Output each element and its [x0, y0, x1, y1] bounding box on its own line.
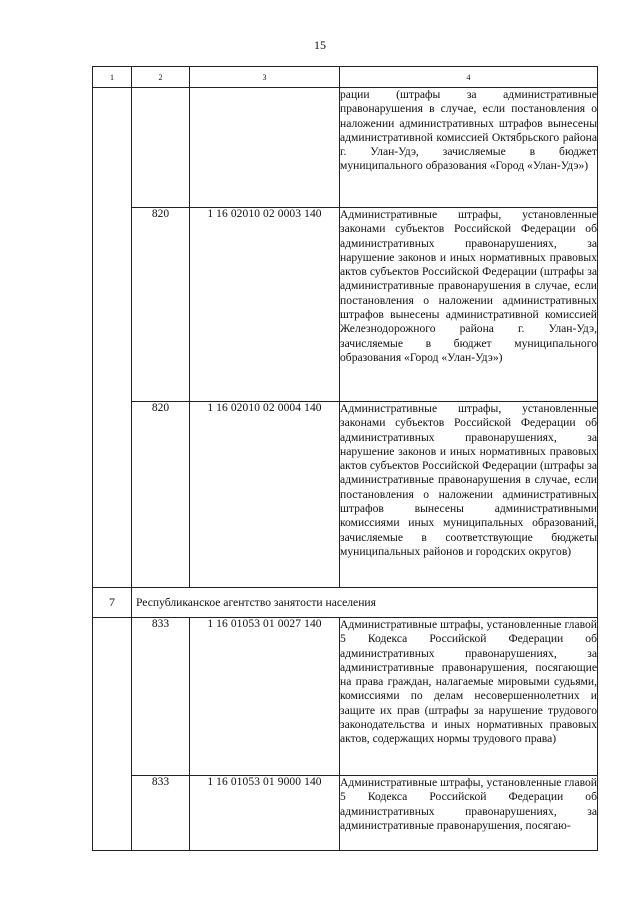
column-number-3: 3: [190, 67, 340, 88]
admin-code-cell: 820: [132, 402, 190, 588]
description-cell: рации (штрафы за административные правонарушения в случае, если постановления о наложении административных штрафов вынесены административной комиссией Октябрьского района г. Улан-Удэ, зачисляемые в бюджет муниципального образования «Город «Улан-Удэ»): [340, 88, 598, 208]
section-row: [93, 588, 598, 618]
description-cell: Административные штрафы, установленные главой 5 Кодекса Российской Федерации об административных правонарушениях, за административные правонарушения, посягающие на права граждан, налагаемые мировыми судьями, комиссиями по делам несовершеннолетних и защите их прав (штрафы за нарушение трудового законодательства и иных нормативных правовых актов, содержащих нормы трудового права): [340, 618, 598, 776]
description-cell: Административные штрафы, установленные законами субъектов Российской Федерации об административных правонарушениях, за нарушение законов и иных нормативных правовых актов субъектов Российской Федерации (штрафы за административные правонарушения в случае, если постановления о наложении административных штрафов вынесены административными комиссиями иных муниципальных образований, зачисляемые в соответствующие бюджеты муниципальных районов и городских округов): [340, 402, 598, 588]
column-number-4: 4: [340, 67, 598, 88]
section-number: 7: [93, 588, 132, 618]
table-row: [93, 402, 598, 588]
table-row: [93, 88, 598, 208]
revenue-codes-table: [92, 66, 598, 851]
section-number-cell-empty: [93, 88, 132, 588]
page-number: 15: [314, 38, 326, 52]
admin-code-cell: 833: [132, 776, 190, 851]
table-row: [93, 618, 598, 776]
table-row: [93, 776, 598, 851]
budget-code-cell: 1 16 02010 02 0003 140: [190, 208, 340, 402]
budget-code-cell: 1 16 02010 02 0004 140: [190, 402, 340, 588]
admin-code-cell: 820: [132, 208, 190, 402]
section-title: Республиканское агентство занятости населения: [132, 588, 598, 618]
column-number-1: 1: [93, 67, 132, 88]
budget-code-cell: 1 16 01053 01 9000 140: [190, 776, 340, 851]
table-header-row: [93, 67, 598, 88]
section-number-cell-empty: [93, 618, 132, 851]
description-cell: Административные штрафы, установленные законами субъектов Российской Федерации об административных правонарушениях, за нарушение законов и иных нормативных правовых актов субъектов Российской Федерации (штрафы за административные правонарушения в случае, если постановления о наложении административных штрафов вынесены административной комиссией Железнодорожного района г. Улан-Удэ, зачисляемые в бюджет муниципального образования «Город «Улан-Удэ»): [340, 208, 598, 402]
table-row: [93, 208, 598, 402]
admin-code-cell: 833: [132, 618, 190, 776]
budget-code-cell: [190, 88, 340, 208]
admin-code-cell: [132, 88, 190, 208]
description-cell: Административные штрафы, установленные главой 5 Кодекса Российской Федерации об административных правонарушениях, за административные правонарушения, посягаю-: [340, 776, 598, 851]
budget-code-cell: 1 16 01053 01 0027 140: [190, 618, 340, 776]
column-number-2: 2: [132, 67, 190, 88]
